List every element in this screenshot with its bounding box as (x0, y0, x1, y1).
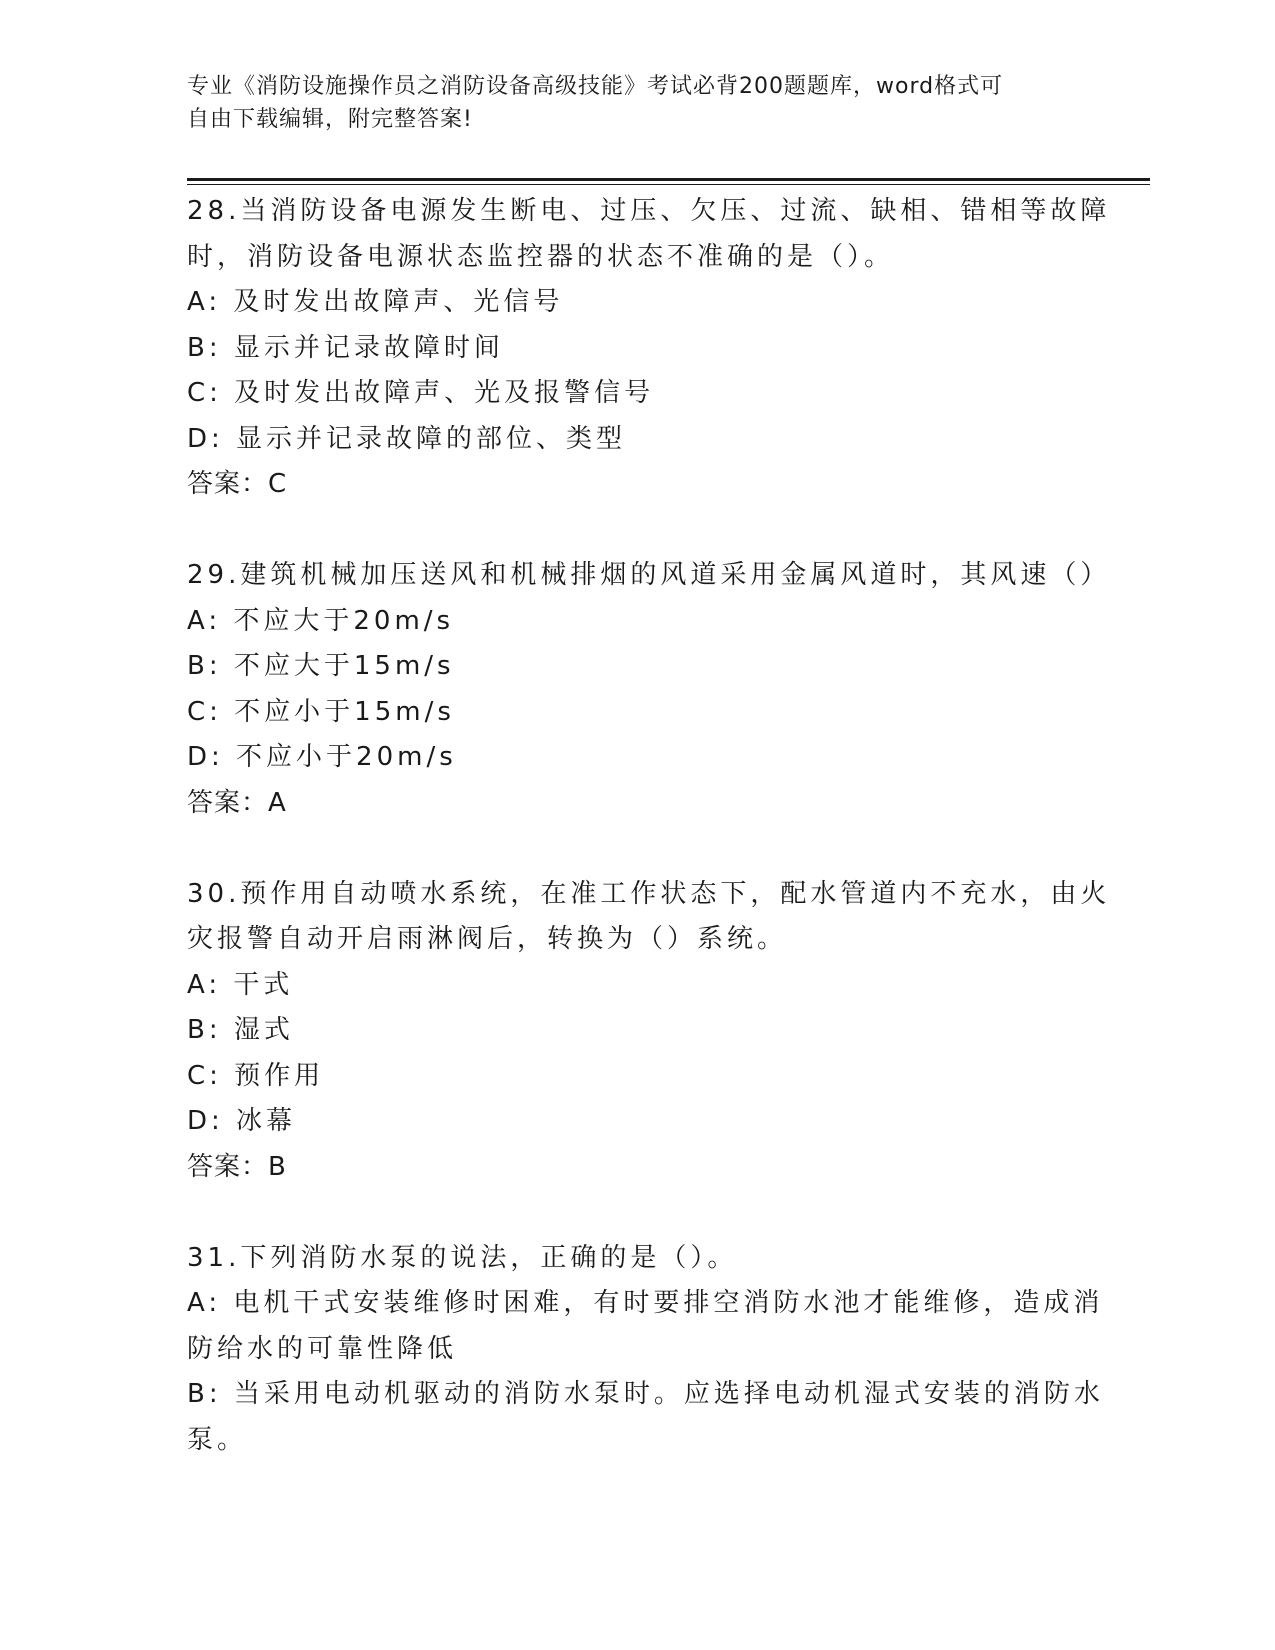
option-b: B: 不应大于15m/s (187, 651, 455, 681)
question-29 (187, 553, 1111, 826)
option-a: A: 电机干式安装维修时困难，有时要排空消防水池才能维修，造成消 (187, 1288, 1104, 1318)
option-a-continued: 防给水的可靠性降低 (187, 1333, 458, 1364)
option-d: D: 冰幕 (187, 1106, 297, 1136)
option-b-continued: 泵。 (187, 1424, 248, 1455)
question-stem: 30.预作用自动喷水系统，在准工作状态下，配水管道内不充水，由火 (187, 878, 1111, 909)
question-list (187, 189, 1111, 1463)
answer-line: 答案：C (187, 469, 288, 499)
question-stem: 28.当消防设备电源发生断电、过压、欠压、过流、缺相、错相等故障 (187, 196, 1111, 226)
option-a: A: 干式 (187, 969, 294, 1000)
document-header (187, 70, 1067, 136)
spacer (187, 1190, 1087, 1236)
question-28 (187, 189, 1111, 508)
question-stem: 灾报警自动开启雨淋阀后，转换为（）系统。 (187, 924, 788, 954)
header-line-1: 专业《消防设施操作员之消防设备高级技能》考试必背200题题库，word格式可 (187, 74, 1004, 99)
question-31 (187, 1236, 1104, 1464)
question-30 (187, 872, 1111, 1191)
spacer (187, 826, 1087, 872)
option-b: B: 湿式 (187, 1015, 294, 1045)
option-b: B: 当采用电动机驱动的消防水泵时。应选择电动机湿式安装的消防水 (187, 1379, 1104, 1409)
header-divider-thick (187, 178, 1150, 181)
question-stem: 29.建筑机械加压送风和机械排烟的风道采用金属风道时，其风速（） (187, 560, 1111, 590)
option-d: D: 不应小于20m/s (187, 742, 457, 772)
header-line-2: 自由下载编辑，附完整答案! (187, 107, 473, 132)
option-c: C: 不应小于15m/s (187, 696, 455, 727)
option-d: D: 显示并记录故障的部位、类型 (187, 423, 627, 454)
question-stem: 31.下列消防水泵的说法，正确的是（）。 (187, 1242, 738, 1273)
option-a: A: 不应大于20m/s (187, 605, 455, 636)
option-c: C: 预作用 (187, 1060, 325, 1091)
spacer (187, 508, 1087, 554)
answer-line: 答案：B (187, 1151, 287, 1182)
option-b: B: 显示并记录故障时间 (187, 332, 504, 363)
question-stem: 时，消防设备电源状态监控器的状态不准确的是（）。 (187, 241, 895, 272)
answer-line: 答案：A (187, 787, 287, 818)
option-a: A: 及时发出故障声、光信号 (187, 287, 564, 317)
option-c: C: 及时发出故障声、光及报警信号 (187, 378, 655, 408)
header-divider-thin (187, 184, 1150, 185)
